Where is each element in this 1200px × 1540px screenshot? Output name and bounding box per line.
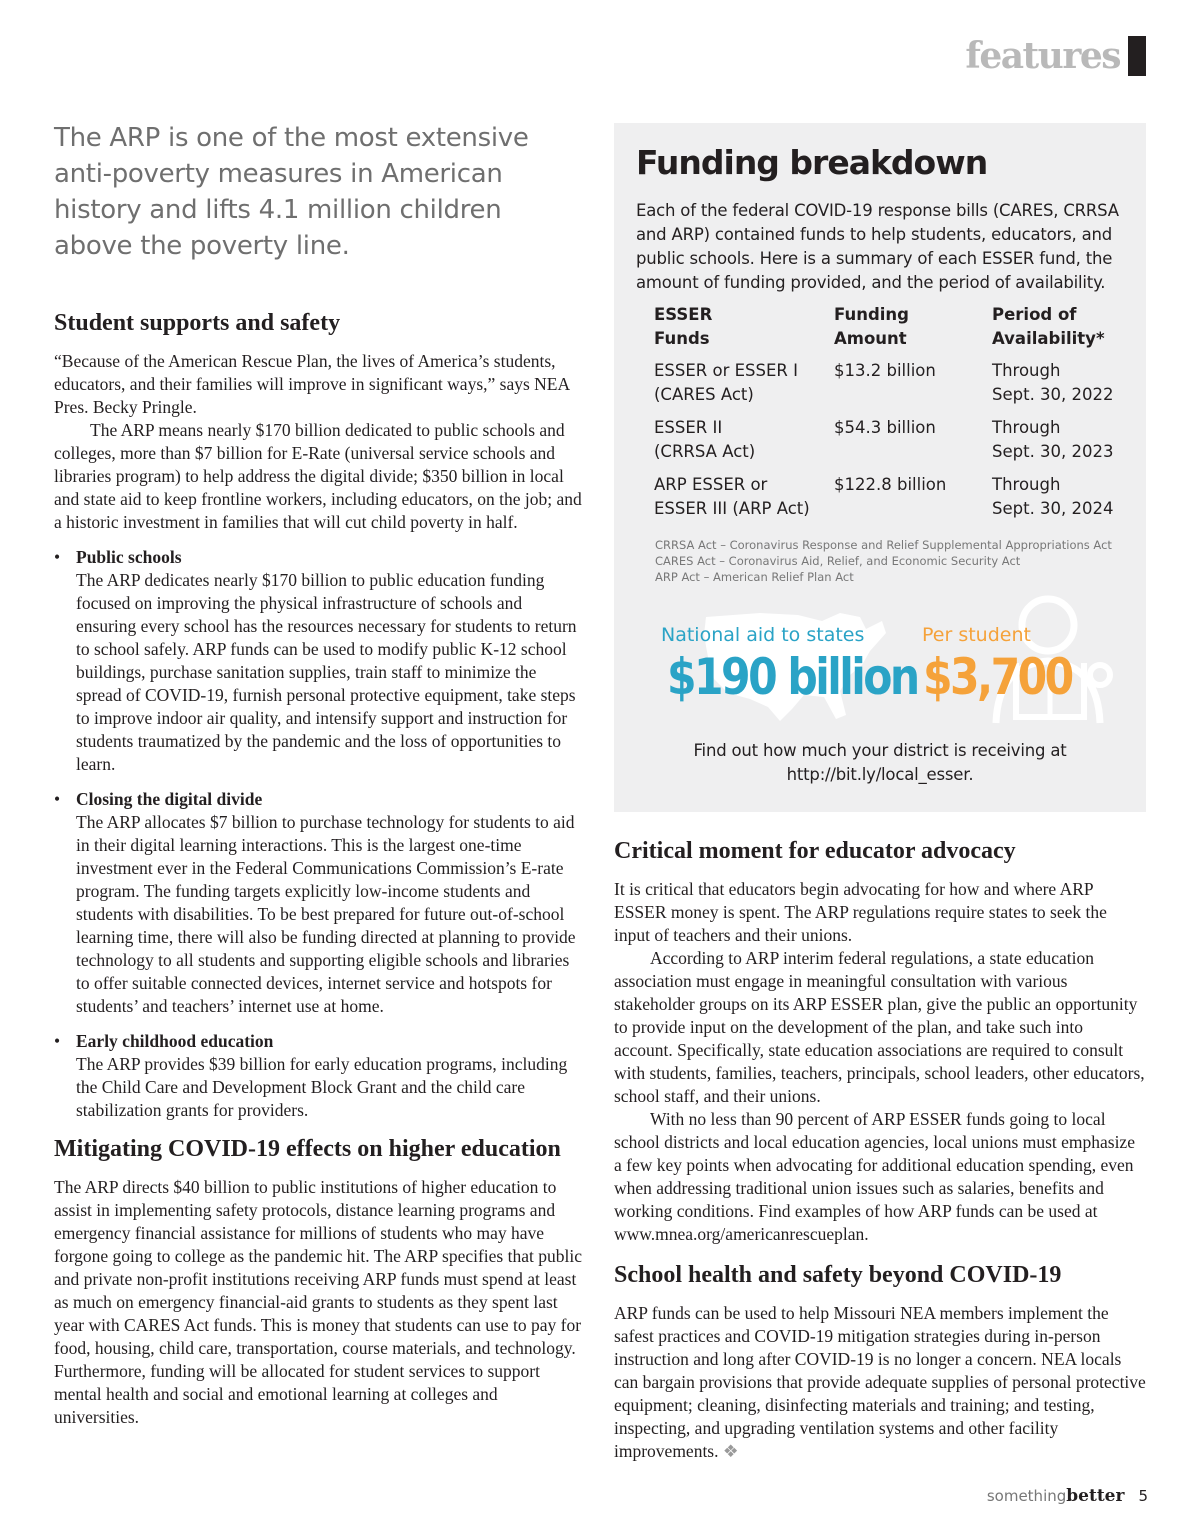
stats-area <box>614 593 1146 743</box>
funding-box-footer <box>614 739 1146 787</box>
bullet-title: Early childhood education <box>76 1031 274 1051</box>
higher-ed-heading: Mitigating COVID-19 effects on higher education <box>54 1136 561 1162</box>
bullet-icon: • <box>54 547 61 567</box>
page-number: 5 <box>1138 1487 1148 1505</box>
list-item <box>54 1030 586 1122</box>
pullquote: The ARP is one of the most extensive anti-poverty measures in American history and lifts 4.1 million children above the poverty line. <box>54 123 529 261</box>
district-link[interactable]: http://bit.ly/local_esser. <box>786 765 974 784</box>
list-item <box>54 546 586 776</box>
amount-cell: $122.8 billion <box>834 475 947 494</box>
left-column <box>54 120 586 1429</box>
student-supports-paragraph: The ARP means nearly $170 billion dedicated to public schools and colleges, more than $7 billion for E-Rate (universal service schools and libraries program) to help address the digital divide; $350 billion in local and state aid to keep frontline workers, including educators, on the job; and a historic investment in families that will cut child poverty in half. <box>54 420 582 532</box>
section-bar <box>1128 36 1146 76</box>
column-header-period: Period of Availability* <box>992 305 1105 348</box>
fund-cell: ESSER or ESSER I (CARES Act) <box>654 361 799 404</box>
national-aid-value: $190 billion <box>667 648 918 706</box>
section-label: features <box>965 35 1120 77</box>
fund-cell: ARP ESSER or ESSER III (ARP Act) <box>654 475 810 518</box>
school-health-heading: School health and safety beyond COVID-19 <box>614 1262 1062 1288</box>
acronym-notes <box>655 537 1112 585</box>
advocacy-paragraph-1: It is critical that educators begin advocating for how and where ARP ESSER money is spent. The ARP regulations require states to seek the input of teachers and their unions. <box>614 879 1107 945</box>
end-mark-icon: ❖ <box>722 1441 739 1461</box>
page-footer <box>987 1486 1148 1506</box>
higher-ed-paragraph: The ARP directs $40 billion to public institutions of higher education to assist in implementing safety protocols, distance learning programs and emergency financial assistance for millions of students who may have forgone going to college as the pandemic hit. The ARP specifies that public and private non-profit institutions receiving ARP funds must spend at least as much on emergency financial-aid grants to students as they spent last year with CARES Act funds. This is money that students can use to pay for food, housing, child care, transportation, course materials, and technology. Furthermore, funding will be allocated for student services to support mental health and social and emotional learning at colleges and universities. <box>54 1177 582 1427</box>
footer-line: Find out how much your district is receiving at <box>693 741 1067 760</box>
period-cell: Through Sept. 30, 2023 <box>992 418 1114 461</box>
funding-box-intro: Each of the federal COVID-19 response bills (CARES, CRRSA and ARP) contained funds to help students, educators, and public schools. Here is a summary of each ESSER fund, the amount of funding provided, and the period of availability. <box>636 201 1119 292</box>
advocacy-paragraph-2: According to ARP interim federal regulations, a state education association must engage in meaningful consultation with various stakeholder groups on its ARP ESSER plan, give the public an opportunity to provide input on the development of the plan, and take such into account. Specifically, state education associations are required to consult with students, families, teachers, principals, school leaders, other educators, school staff, and their unions. <box>614 948 1145 1106</box>
funding-box-title: Funding breakdown <box>636 143 988 182</box>
national-aid-label: National aid to states <box>661 624 865 646</box>
table-row <box>654 416 1124 473</box>
funding-breakdown-box <box>614 123 1146 812</box>
esser-table <box>654 303 1124 530</box>
advocacy-paragraph-3: With no less than 90 percent of ARP ESSER funds going to local school districts and local education agencies, local unions must emphasize a few key points when advocating for additional education spending, even when addressing traditional union issues such as salaries, benefits and working conditions. Find examples of how ARP funds can be used at www.mnea.org/americanrescueplan. <box>614 1109 1135 1244</box>
student-supports-quote: “Because of the American Rescue Plan, the lives of America’s students, educators, and their families will improve in significant ways,” says NEA Pres. Becky Pringle. <box>54 351 570 417</box>
brand-bold: better <box>1066 1486 1125 1506</box>
bullet-title: Public schools <box>76 547 182 567</box>
per-student-label: Per student <box>922 624 1031 646</box>
period-cell: Through Sept. 30, 2024 <box>992 475 1114 518</box>
amount-cell: $13.2 billion <box>834 361 936 380</box>
right-column <box>614 836 1146 1463</box>
bullet-icon: • <box>54 789 61 809</box>
bullet-text: The ARP allocates $7 billion to purchase technology for students to aid in their digital learning interactions. This is the largest one-time investment ever in the Federal Communications Commission’s E-rate program. The funding targets explicitly low-income students and students with disabilities. To be best prepared for future out-of-school learning time, there will also be funding directed at planning to provide technology to all students and supporting eligible schools and libraries to offer suitable connected devices, internet service and hotspots for students’ and teachers’ internet use at home. <box>76 812 576 1016</box>
column-header-amount: Funding Amount <box>834 305 909 348</box>
brand-light: something <box>986 1487 1067 1505</box>
table-row <box>654 473 1124 530</box>
note-line: CRRSA Act – Coronavirus Response and Relief Supplemental Appropriations Act <box>655 538 1112 552</box>
per-student-value: $3,700 <box>923 648 1072 706</box>
table-row <box>654 359 1124 416</box>
fund-cell: ESSER II (CRRSA Act) <box>654 418 756 461</box>
note-line: CARES Act – Coronavirus Aid, Relief, and Economic Security Act <box>655 554 1021 568</box>
bullet-text: The ARP provides $39 billion for early education programs, including the Child Care and Development Block Grant and the child care stabilization grants for providers. <box>76 1054 568 1120</box>
table-header-row <box>654 303 1124 359</box>
section-tag <box>965 36 1146 76</box>
student-supports-heading: Student supports and safety <box>54 310 341 336</box>
bullet-icon: • <box>54 1031 61 1051</box>
period-cell: Through Sept. 30, 2022 <box>992 361 1114 404</box>
amount-cell: $54.3 billion <box>834 418 936 437</box>
column-header-funds: ESSER Funds <box>654 305 713 348</box>
list-item <box>54 788 586 1018</box>
bullet-title: Closing the digital divide <box>76 789 263 809</box>
school-health-paragraph: ARP funds can be used to help Missouri NEA members implement the safest practices and COVID-19 mitigation strategies during in-person instruction and long after COVID-19 is no longer a concern. NEA locals can bargain provisions that provide adequate supplies of personal protective equipment; cleaning, disinfecting materials and training; and testing, inspecting, and upgrading ventilation systems and other facility improvements. ❖ <box>614 1303 1146 1461</box>
student-supports-list <box>54 546 586 1122</box>
advocacy-heading: Critical moment for educator advocacy <box>614 838 1016 864</box>
note-line: ARP Act – American Relief Plan Act <box>655 570 854 584</box>
bullet-text: The ARP dedicates nearly $170 billion to public education funding focused on improving the physical infrastructure of schools and ensuring every school has the resources necessary for students to return to school safely. ARP funds can be used to modify public K-12 school buildings, purchase sanitation supplies, train staff to minimize the spread of COVID-19, furnish personal protective equipment, take steps to improve indoor air quality, and intensify support and instruction for students traumatized by the pandemic and the loss of opportunities to learn. <box>76 570 577 774</box>
